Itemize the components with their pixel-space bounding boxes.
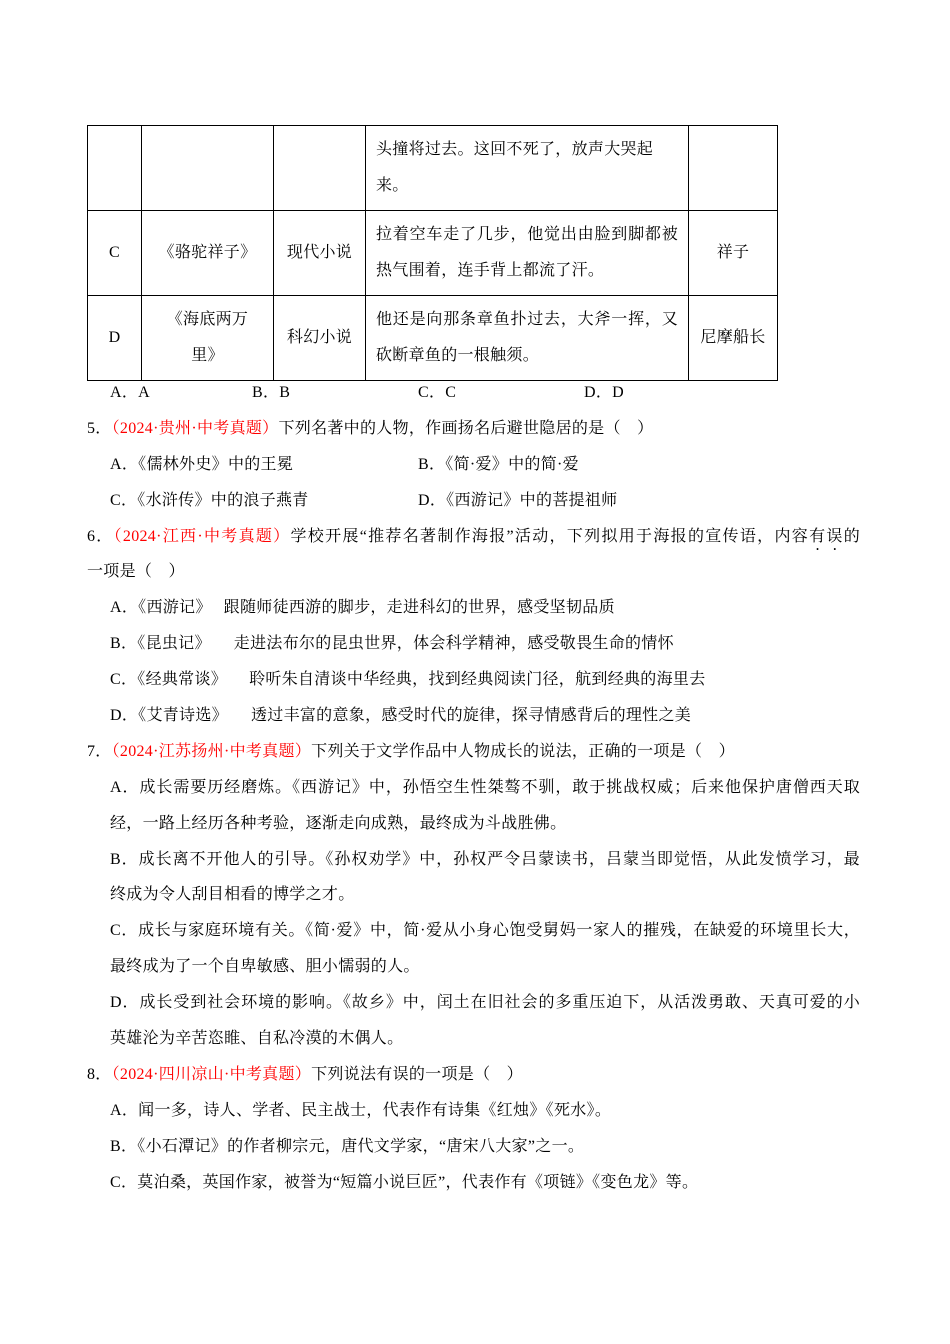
question-source: （2024·江西·中考真题）	[113, 527, 291, 545]
book-title: 《西游记》	[138, 599, 212, 617]
table-cell-character: 尼摩船长	[689, 296, 778, 381]
excerpt-line: 砍断章鱼的一根触须。	[376, 347, 540, 364]
q8-option-c: C．莫泊桑，英国作家，被誉为“短篇小说巨匠”，代表作有《项链》《变色龙》等。	[110, 1173, 699, 1191]
q8-stem-line	[0, 1057, 950, 1093]
q6-option-a	[0, 590, 950, 626]
q7-option-b-line: B．成长离不开他人的引导。《孙权劝学》中，孙权严令吕蒙读书，吕蒙当即觉悟，从此发愤学习，最	[110, 850, 860, 868]
q7-option-c-line: C．成长与家庭环境有关。《简·爱》中，简·爱从小身心饱受舅妈一家人的摧残，在缺爱的环境里长大，	[110, 922, 860, 940]
option-slogan: 透过丰富的意象，感受时代的旋律，探寻情感背后的理性之美	[250, 707, 692, 725]
option-slogan: 跟随师徒西游的脚步，走进科幻的世界，感受坚韧品质	[223, 599, 615, 617]
book-title: 《昆虫记》	[137, 635, 211, 653]
option-slogan: 聆听朱自清谈中华经典，找到经典阅读门径，航到经典的海里去	[249, 671, 706, 689]
option-slogan: 走进法布尔的昆虫世界，体会科学精神，感受敬畏生命的情怀	[233, 635, 674, 653]
excerpt-line: 他还是向那条章鱼扑过去，大斧一挥，又	[376, 310, 678, 328]
table-cell-excerpt	[366, 211, 689, 296]
question-stem: 下列说法有误的一项是（ ）	[311, 1065, 523, 1083]
question-stem: 一项是（ ）	[87, 563, 185, 581]
question-stem: 学校开展“推荐名著制作海报”活动，下列拟用于海报的宣传语，内容	[290, 527, 810, 545]
question-number: 8．	[87, 1065, 112, 1083]
q7-option-a-line: A．成长需要历经磨炼。《西游记》中，孙悟空生性桀骜不驯，敢于挑战权威；后来他保护唐僧西天取	[110, 778, 860, 796]
table-cell-option: C	[88, 211, 142, 296]
question-number: 6．	[87, 527, 114, 545]
question-source: （2024·四川凉山·中考真题）	[111, 1065, 312, 1083]
q6-option-d	[0, 698, 950, 734]
q5-option-c: C．《水浒传》中的浪子燕青	[110, 491, 309, 509]
option-label: A．	[110, 599, 139, 617]
q4-options-row	[0, 375, 950, 411]
table-row	[88, 126, 778, 211]
question-stem: 的	[843, 527, 860, 545]
table-row	[88, 211, 778, 296]
question-number: 7．	[87, 742, 112, 760]
excerpt-line: 拉着空车走了几步，他觉出由脸到脚都被	[376, 225, 678, 243]
q7-option-b-line: 终成为令人刮目相看的博学之才。	[110, 886, 355, 904]
option-label: B．	[110, 635, 138, 653]
table-row	[88, 296, 778, 381]
table-cell-title	[142, 296, 274, 381]
q8-option-a: A．闻一多，诗人、学者、民主战士，代表作有诗集《红烛》《死水》。	[110, 1101, 612, 1119]
question-source: （2024·贵州·中考真题）	[111, 419, 279, 437]
q4-option-a: A．A	[110, 384, 151, 401]
title-line: 《骆驼祥子》	[158, 243, 257, 261]
excerpt-line: 头撞将过去。这回不死了，放声大哭起	[376, 140, 654, 158]
q5-options-row	[0, 447, 950, 483]
table-cell-option	[88, 126, 142, 211]
q4-option-d: D．D	[584, 384, 625, 401]
q5-option-a: A．《儒林外史》中的王冕	[110, 455, 294, 473]
q7-option-a-line: 经，一路上经历各种考验，逐渐走向成熟，最终成为斗战胜佛。	[110, 814, 567, 832]
q7-option-d-line: D．成长受到社会环境的影响。《故乡》中，闰土在旧社会的多重压迫下，从活泼勇敢、天真可爱的小	[110, 994, 860, 1012]
question-stem: 下列名著中的人物，作画扬名后避世隐居的是（ ）	[278, 419, 654, 437]
table-cell-genre: 现代小说	[274, 211, 366, 296]
question-number: 5．	[87, 419, 112, 437]
option-label: D．	[110, 707, 139, 725]
book-title: 《艾青诗选》	[138, 707, 228, 725]
q7-option-c-line: 最终成为了一个自卑敏感、胆小懦弱的人。	[110, 958, 420, 976]
table-cell-option: D	[88, 296, 142, 381]
q5-stem-line	[0, 411, 950, 447]
excerpt-line: 热气围着，连手背上都流了汗。	[376, 262, 605, 279]
table-cell-excerpt	[366, 296, 689, 381]
table-cell-genre: 科幻小说	[274, 296, 366, 381]
title-line: 里》	[191, 347, 224, 364]
q4-option-b: B．B	[252, 384, 291, 401]
book-title: 《经典常谈》	[137, 671, 228, 689]
excerpt-line: 来。	[376, 177, 409, 194]
q6-stem-line	[0, 519, 860, 555]
table-cell-character: 祥子	[689, 211, 778, 296]
title-line: 《海底两万	[166, 310, 249, 328]
q8-option-b: B．《小石潭记》的作者柳宗元，唐代文学家，“唐宋八大家”之一。	[110, 1137, 585, 1155]
table-cell-character	[689, 126, 778, 211]
table-cell-title	[142, 126, 274, 211]
q5-options-row	[0, 483, 950, 519]
q5-option-b: B．《简·爱》中的简·爱	[418, 455, 579, 473]
table-cell-title	[142, 211, 274, 296]
question-source: （2024·江苏扬州·中考真题）	[111, 742, 312, 760]
q6-stem-line-2	[0, 554, 950, 590]
emphasized-word: 有误	[809, 527, 844, 545]
q6-option-b	[0, 626, 950, 662]
q4-option-c: C．C	[418, 384, 457, 401]
q6-option-c	[0, 662, 950, 698]
question-stem: 下列关于文学作品中人物成长的说法，正确的一项是（ ）	[311, 742, 735, 760]
table-cell-genre	[274, 126, 366, 211]
works-table	[87, 125, 778, 381]
questions-flow	[0, 375, 950, 1200]
option-label: C．	[110, 671, 138, 689]
table-cell-excerpt	[366, 126, 689, 211]
q7-option-d-line: 英雄沦为辛苦恣睢、自私冷漠的木偶人。	[110, 1030, 404, 1048]
q7-stem-line	[0, 734, 950, 770]
q5-option-d: D．《西游记》中的菩提祖师	[418, 491, 618, 509]
